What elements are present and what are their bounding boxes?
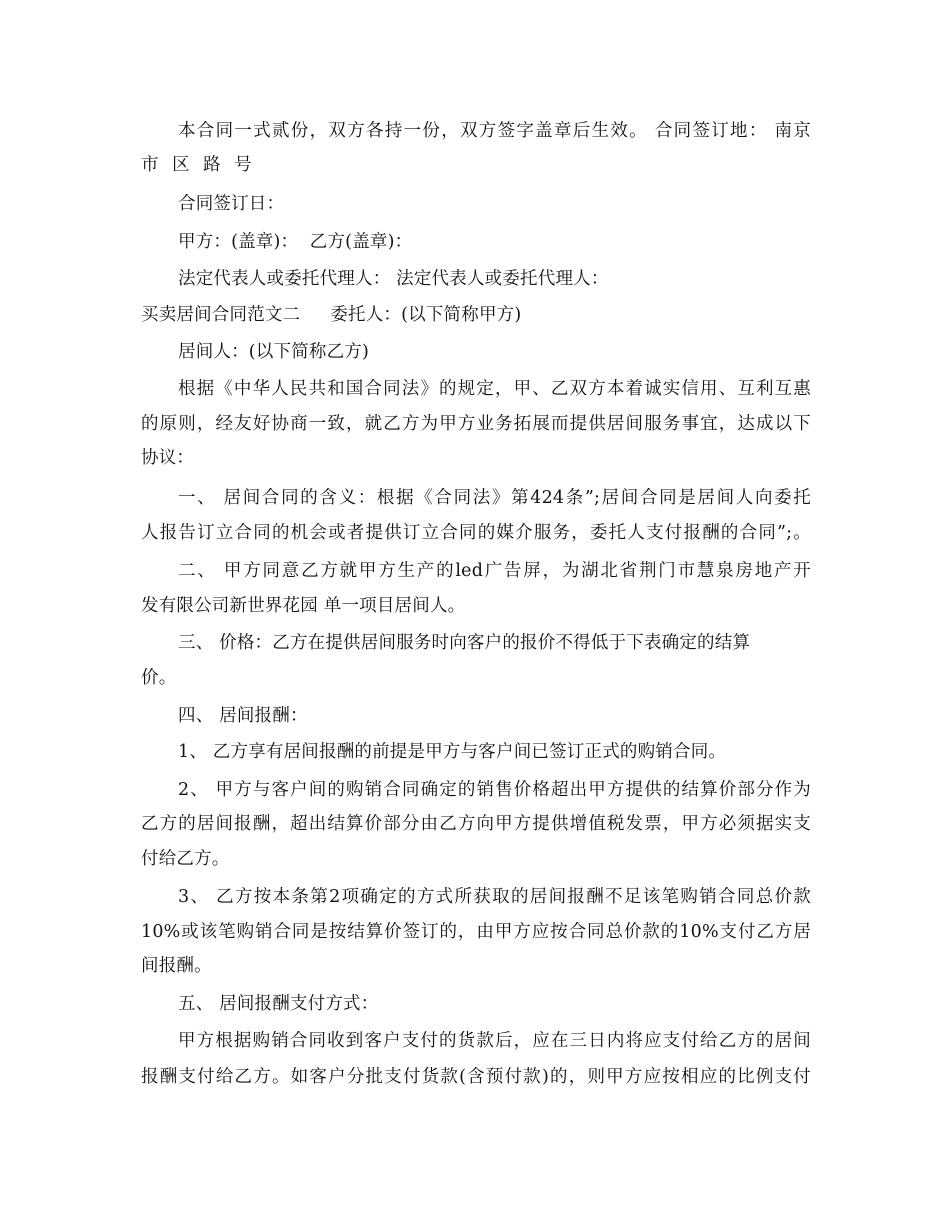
paragraph-line: 市 区 路 号 <box>141 155 256 175</box>
paragraph-line: 三、 价格：乙方在提供居间服务时向客户的报价不得低于下表确定的结算 <box>178 633 751 653</box>
paragraph-line: 五、 居间报酬支付方式： <box>178 994 379 1014</box>
paragraph-line: 根据《中华人民共和国合同法》的规定，甲、乙双方本着诚实信用、互利互惠 <box>178 379 811 399</box>
paragraph-line: 四、 居间报酬： <box>178 706 308 726</box>
paragraph-line: 甲方根据购销合同收到客户支付的货款后，应在三日内将应支付给乙方的居间 <box>178 1031 811 1051</box>
paragraph-line: 人报告订立合同的机会或者提供订立合同的媒介服务，委托人支付报酬的合同”;。 <box>141 523 811 543</box>
paragraph-line: 居间人：(以下简称乙方) <box>178 342 370 362</box>
section-title: 买卖居间合同范文二 <box>141 305 301 325</box>
paragraph-line: 合同签订日： <box>178 194 285 214</box>
paragraph-line: 付给乙方。 <box>141 849 230 869</box>
section-title-line <box>141 304 811 326</box>
paragraph-line: 二、 甲方同意乙方就甲方生产的led广告屏，为湖北省荆门市慧泉房地产开 <box>178 561 811 581</box>
paragraph-line: 一、 居间合同的含义：根据《合同法》第424条”;居间合同是居间人向委托 <box>178 488 811 508</box>
paragraph-line: 甲方：(盖章)： 乙方(盖章)： <box>178 232 413 252</box>
paragraph-line: 2、 甲方与客户间的购销合同确定的销售价格超出甲方提供的结算价部分作为 <box>178 780 811 800</box>
paragraph-line: 价。 <box>141 668 177 688</box>
paragraph-line: 本合同一式贰份，双方各持一份，双方签字盖章后生效。 合同签订地： 南京 <box>178 121 811 141</box>
paragraph-line: 10%或该笔购销合同是按结算价签订的，由甲方应按合同总价款的10%支付乙方居 <box>141 922 811 942</box>
paragraph-line: 间报酬。 <box>141 956 212 976</box>
paragraph-line: 1、 乙方享有居间报酬的前提是甲方与客户间已签订正式的购销合同。 <box>178 742 727 762</box>
paragraph-line: 3、 乙方按本条第2项确定的方式所获取的居间报酬不足该笔购销合同总价款 <box>178 887 811 907</box>
paragraph-line: 法定代表人或委托代理人： 法定代表人或委托代理人： <box>178 269 609 289</box>
client-label: 委托人：(以下简称甲方) <box>330 305 522 325</box>
paragraph-line: 协议： <box>141 448 195 468</box>
paragraph-line: 报酬支付给乙方。如客户分批支付货款(含预付款)的，则甲方应按相应的比例支付 <box>141 1067 811 1087</box>
paragraph-line: 的原则，经友好协商一致，就乙方为甲方业务拓展而提供居间服务事宜，达成以下 <box>141 414 811 434</box>
paragraph-line: 乙方的居间报酬，超出结算价部分由乙方向甲方提供增值税发票，甲方必须据实支 <box>141 814 811 834</box>
paragraph-line: 发有限公司新世界花园 单一项目居间人。 <box>141 596 466 616</box>
